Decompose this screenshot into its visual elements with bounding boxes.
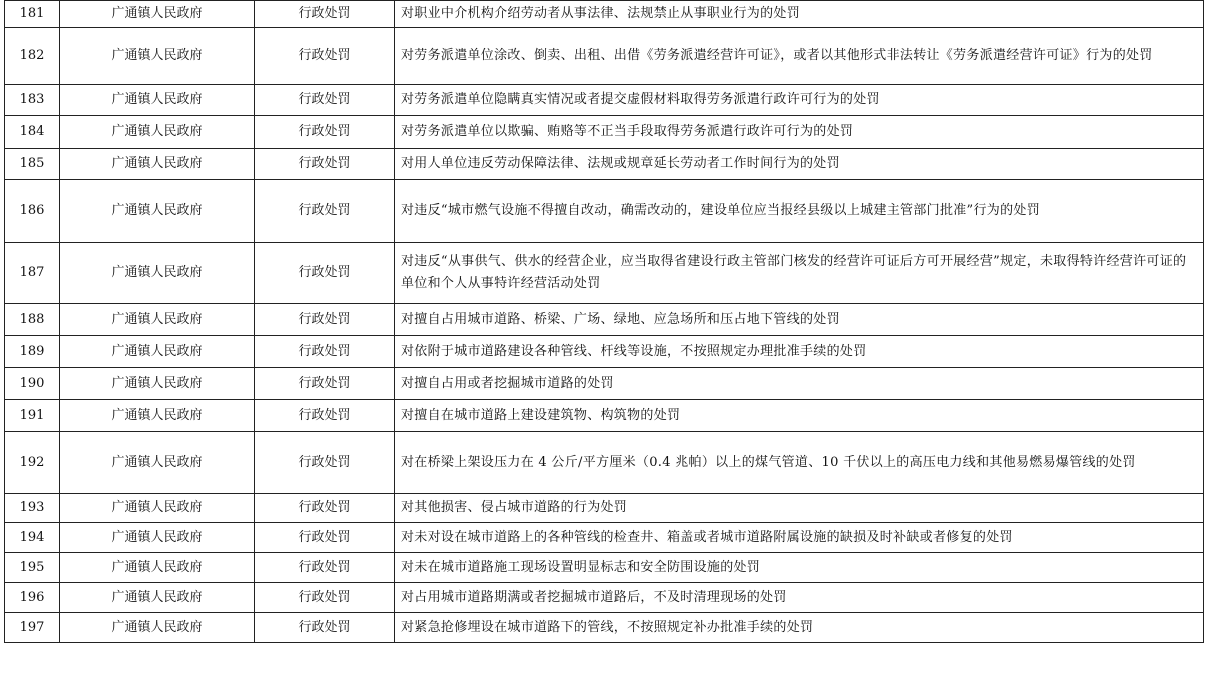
table-row — [5, 400, 1204, 432]
power-item: 对擅自在城市道路上建设建筑物、构筑物的处罚 — [395, 400, 1204, 432]
power-item: 对未对设在城市道路上的各种管线的检查井、箱盖或者城市道路附属设施的缺损及时补缺或者修复的处罚 — [395, 523, 1204, 553]
power-item: 对紧急抢修埋设在城市道路下的管线，不按照规定补办批准手续的处罚 — [395, 613, 1204, 643]
implementing-agency: 广通镇人民政府 — [60, 28, 255, 85]
row-number: 188 — [5, 304, 60, 336]
table-row — [5, 1, 1204, 28]
row-number: 191 — [5, 400, 60, 432]
implementing-agency: 广通镇人民政府 — [60, 494, 255, 523]
row-number: 190 — [5, 368, 60, 400]
row-number: 184 — [5, 116, 60, 149]
table-row — [5, 180, 1204, 243]
power-type: 行政处罚 — [255, 1, 395, 28]
row-number: 183 — [5, 85, 60, 116]
power-item: 对劳务派遣单位涂改、倒卖、出租、出借《劳务派遣经营许可证》，或者以其他形式非法转让《劳务派遣经营许可证》行为的处罚 — [395, 28, 1204, 85]
implementing-agency: 广通镇人民政府 — [60, 400, 255, 432]
power-item: 对在桥梁上架设压力在 4 公斤/平方厘米（0.4 兆帕）以上的煤气管道、10 千伏以上的高压电力线和其他易燃易爆管线的处罚 — [395, 432, 1204, 494]
row-number: 189 — [5, 336, 60, 368]
table-row — [5, 613, 1204, 643]
power-type: 行政处罚 — [255, 304, 395, 336]
power-item: 对占用城市道路期满或者挖掘城市道路后，不及时清理现场的处罚 — [395, 583, 1204, 613]
implementing-agency: 广通镇人民政府 — [60, 243, 255, 304]
table-row — [5, 28, 1204, 85]
implementing-agency: 广通镇人民政府 — [60, 368, 255, 400]
row-number: 196 — [5, 583, 60, 613]
implementing-agency: 广通镇人民政府 — [60, 116, 255, 149]
table-row — [5, 523, 1204, 553]
power-item: 对未在城市道路施工现场设置明显标志和安全防围设施的处罚 — [395, 553, 1204, 583]
power-item: 对职业中介机构介绍劳动者从事法律、法规禁止从事职业行为的处罚 — [395, 1, 1204, 28]
power-item: 对违反“城市燃气设施不得擅自改动，确需改动的，建设单位应当报经县级以上城建主管部门批准”行为的处罚 — [395, 180, 1204, 243]
row-number: 181 — [5, 1, 60, 28]
table-row — [5, 336, 1204, 368]
power-type: 行政处罚 — [255, 116, 395, 149]
table-row — [5, 243, 1204, 304]
row-number: 194 — [5, 523, 60, 553]
row-number: 185 — [5, 149, 60, 180]
power-item: 对劳务派遣单位以欺骗、贿赂等不正当手段取得劳务派遣行政许可行为的处罚 — [395, 116, 1204, 149]
power-type: 行政处罚 — [255, 180, 395, 243]
power-type: 行政处罚 — [255, 494, 395, 523]
power-item: 对擅自占用或者挖掘城市道路的处罚 — [395, 368, 1204, 400]
table-row — [5, 368, 1204, 400]
power-type: 行政处罚 — [255, 336, 395, 368]
implementing-agency: 广通镇人民政府 — [60, 336, 255, 368]
implementing-agency: 广通镇人民政府 — [60, 304, 255, 336]
implementing-agency: 广通镇人民政府 — [60, 149, 255, 180]
implementing-agency: 广通镇人民政府 — [60, 85, 255, 116]
power-item: 对劳务派遣单位隐瞒真实情况或者提交虚假材料取得劳务派遣行政许可行为的处罚 — [395, 85, 1204, 116]
implementing-agency: 广通镇人民政府 — [60, 613, 255, 643]
power-type: 行政处罚 — [255, 553, 395, 583]
implementing-agency: 广通镇人民政府 — [60, 553, 255, 583]
power-item: 对用人单位违反劳动保障法律、法规或规章延长劳动者工作时间行为的处罚 — [395, 149, 1204, 180]
power-type: 行政处罚 — [255, 149, 395, 180]
row-number: 193 — [5, 494, 60, 523]
table-row — [5, 85, 1204, 116]
power-type: 行政处罚 — [255, 28, 395, 85]
power-type: 行政处罚 — [255, 243, 395, 304]
table-row — [5, 432, 1204, 494]
power-list-table — [4, 0, 1204, 643]
implementing-agency: 广通镇人民政府 — [60, 180, 255, 243]
implementing-agency: 广通镇人民政府 — [60, 1, 255, 28]
row-number: 192 — [5, 432, 60, 494]
table-row — [5, 149, 1204, 180]
table-row — [5, 304, 1204, 336]
table-row — [5, 494, 1204, 523]
power-item: 对擅自占用城市道路、桥梁、广场、绿地、应急场所和压占地下管线的处罚 — [395, 304, 1204, 336]
row-number: 195 — [5, 553, 60, 583]
power-type: 行政处罚 — [255, 85, 395, 116]
row-number: 197 — [5, 613, 60, 643]
row-number: 187 — [5, 243, 60, 304]
implementing-agency: 广通镇人民政府 — [60, 583, 255, 613]
power-item: 对其他损害、侵占城市道路的行为处罚 — [395, 494, 1204, 523]
power-type: 行政处罚 — [255, 400, 395, 432]
implementing-agency: 广通镇人民政府 — [60, 432, 255, 494]
row-number: 186 — [5, 180, 60, 243]
table-row — [5, 553, 1204, 583]
power-type: 行政处罚 — [255, 583, 395, 613]
implementing-agency: 广通镇人民政府 — [60, 523, 255, 553]
power-type: 行政处罚 — [255, 523, 395, 553]
power-type: 行政处罚 — [255, 613, 395, 643]
power-item: 对依附于城市道路建设各种管线、杆线等设施，不按照规定办理批准手续的处罚 — [395, 336, 1204, 368]
power-type: 行政处罚 — [255, 368, 395, 400]
power-type: 行政处罚 — [255, 432, 395, 494]
power-item: 对违反“从事供气、供水的经营企业，应当取得省建设行政主管部门核发的经营许可证后方可开展经营”规定，未取得特许经营许可证的单位和个人从事特许经营活动处罚 — [395, 243, 1204, 304]
row-number: 182 — [5, 28, 60, 85]
table-row — [5, 116, 1204, 149]
table-row — [5, 583, 1204, 613]
